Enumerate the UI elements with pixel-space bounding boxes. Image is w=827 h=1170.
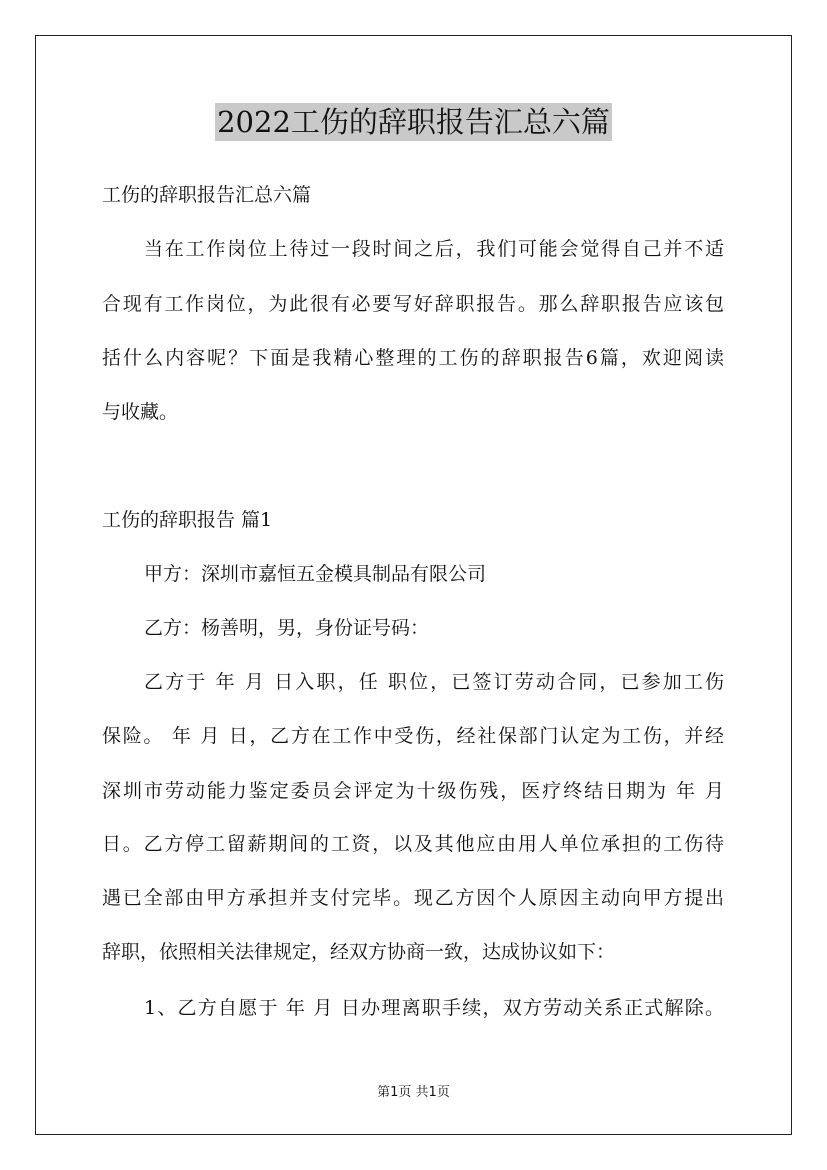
body-line-1: 乙方于 年 月 日入职，任 职位，已签订劳动合同，已参加工伤	[144, 671, 724, 693]
title-container	[0, 103, 827, 141]
clause-1: 1、乙方自愿于 年 月 日办理离职手续，双方劳动关系正式解除。	[144, 997, 724, 1019]
body-line-2: 保险。 年 月 日，乙方在工作中受伤，经社保部门认定为工伤，并经	[102, 725, 724, 747]
intro-line-1: 当在工作岗位上待过一段时间之后，我们可能会觉得自己并不适	[144, 238, 724, 260]
intro-line-3: 括什么内容呢？下面是我精心整理的工伤的辞职报告6篇，欢迎阅读	[102, 347, 724, 369]
body-line-6: 辞职，依照相关法律规定，经双方协商一致，达成协议如下：	[102, 941, 616, 963]
section-heading: 工伤的辞职报告 篇1	[102, 509, 273, 531]
intro-line-2: 合现有工作岗位，为此很有必要写好辞职报告。那么辞职报告应该包	[102, 293, 724, 315]
document-subtitle: 工伤的辞职报告汇总六篇	[102, 184, 312, 206]
body-line-3: 深圳市劳动能力鉴定委员会评定为十级伤残，医疗终结日期为 年 月	[102, 780, 724, 802]
intro-line-4: 与收藏。	[102, 401, 179, 423]
party-a: 甲方：深圳市嘉恒五金模具制品有限公司	[144, 563, 487, 585]
body-line-4: 日。乙方停工留薪期间的工资，以及其他应由用人单位承担的工伤待	[102, 833, 724, 855]
body-line-5: 遇已全部由甲方承担并支付完毕。现乙方因个人原因主动向甲方提出	[102, 887, 724, 909]
page-footer: 第1页 共1页	[377, 1085, 450, 1100]
document-title: 2022工伤的辞职报告汇总六篇	[217, 105, 610, 139]
party-b: 乙方：杨善明，男，身份证号码：	[144, 617, 430, 639]
